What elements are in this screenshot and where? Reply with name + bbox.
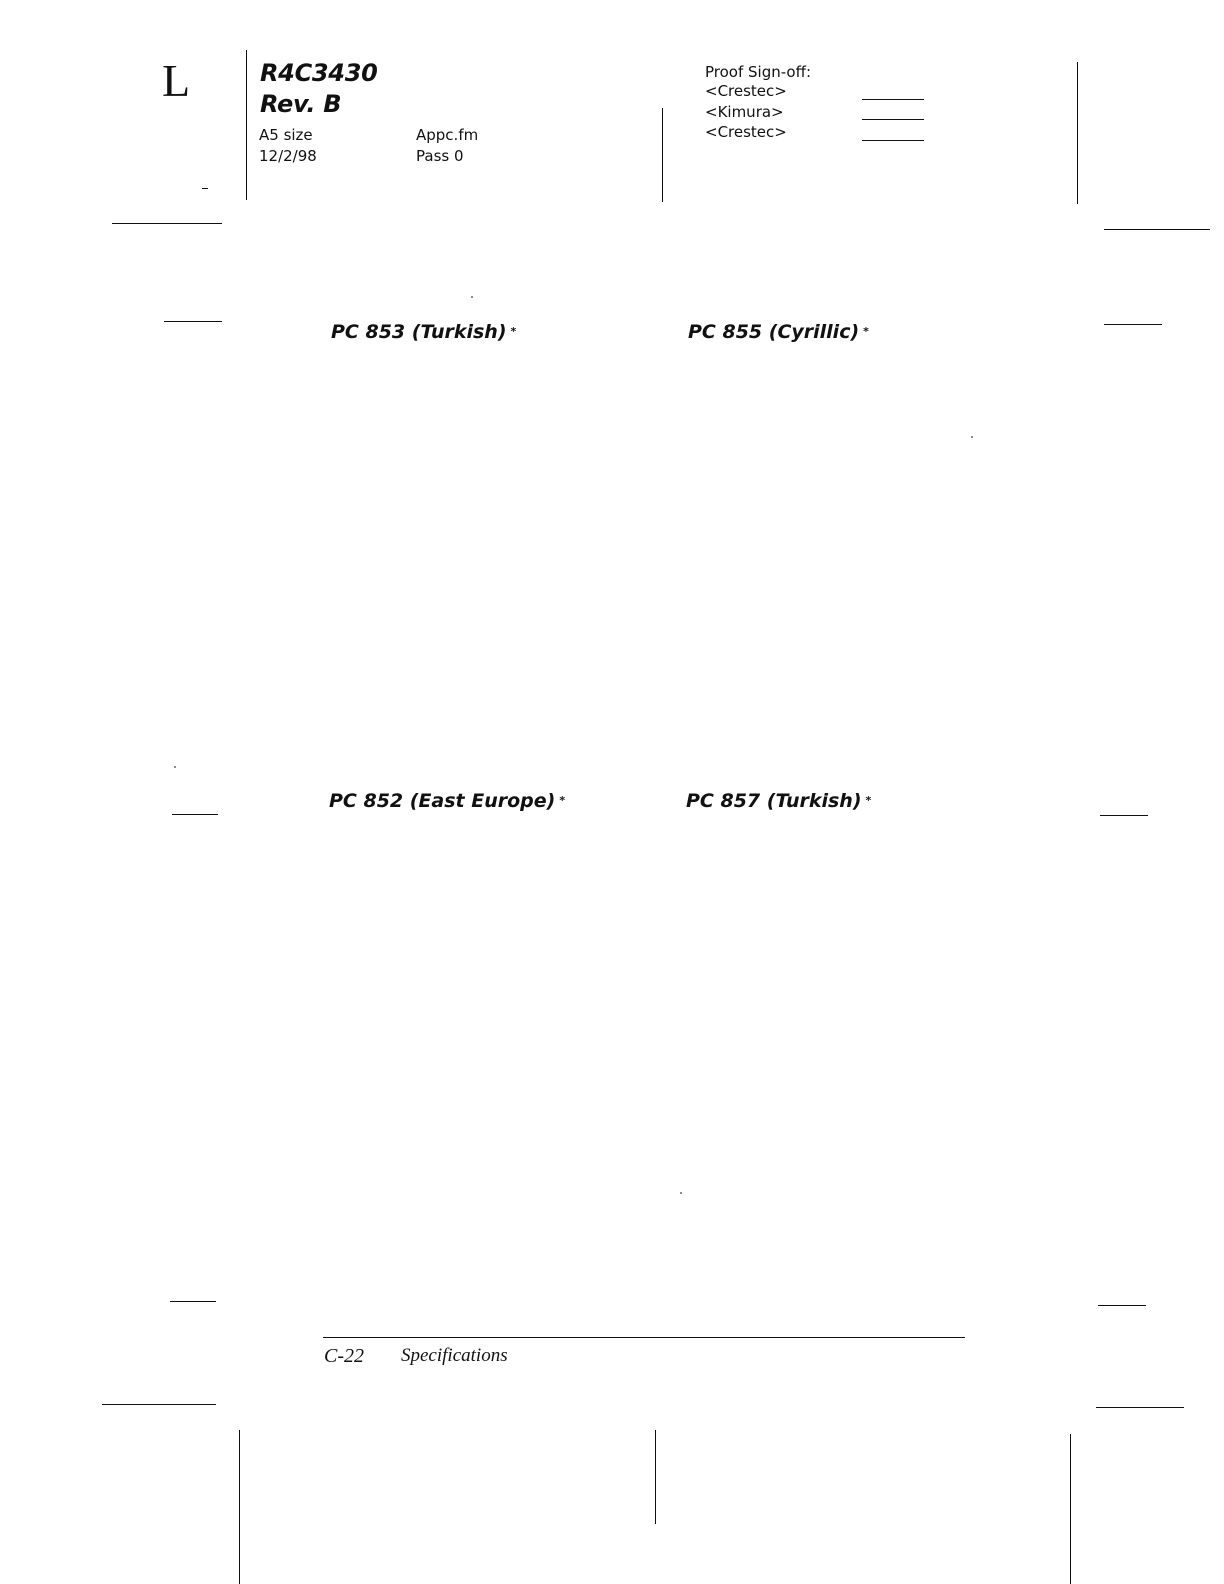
title-marker: * [559,794,566,807]
bottom-rule-left [239,1430,240,1584]
scan-speck [680,1192,682,1194]
scan-speck [174,766,176,768]
file-name: Appc.fm [416,126,479,144]
crop-mark [164,321,222,322]
table-title-text: PC 852 (East Europe) [329,790,556,812]
footer-section: Specifications [401,1345,508,1366]
pass-number: Pass 0 [416,147,464,165]
crop-mark [170,1301,216,1302]
title-marker: * [863,325,869,338]
table-title-text: PC 855 (Cyrillic) [688,321,860,343]
bottom-rule-middle [655,1430,656,1524]
doc-code: R4C3430 [260,59,378,87]
table-title-pc852 [329,789,565,813]
crop-mark [1104,229,1210,230]
table-title-pc857 [686,789,871,813]
proof-signer: <Crestec> [705,82,787,100]
crop-mark [172,814,218,815]
crop-mark [102,1404,216,1405]
crop-mark [112,223,222,224]
proof-title: Proof Sign-off: [705,63,811,81]
bottom-rule-right [1070,1434,1071,1584]
header-rule-right [1077,62,1078,204]
proof-signer: <Kimura> [705,103,784,121]
page-number: C-22 [324,1345,364,1367]
footer-rule [323,1337,965,1338]
table-title-text: PC 853 (Turkish) [331,321,507,343]
proof-signer: <Crestec> [705,123,787,141]
scan-speck [971,436,973,438]
table-title-pc855 [688,320,869,344]
table-title-pc853 [331,320,516,344]
title-marker: * [865,794,872,807]
title-marker: * [510,325,517,338]
header-rule-middle [662,108,663,202]
crop-mark [1096,1407,1184,1408]
crop-mark [1098,1305,1146,1306]
doc-date: 12/2/98 [259,147,317,165]
side-letter: L [162,55,191,106]
table-title-text: PC 857 (Turkish) [686,790,862,812]
signature-line [862,99,924,100]
signature-line [862,140,924,141]
scan-speck [471,296,473,298]
crop-mark [1100,815,1148,816]
doc-revision: Rev. B [260,90,342,118]
signature-line [862,119,924,120]
crop-mark [1104,324,1162,325]
side-tick [202,188,208,189]
paper-size: A5 size [259,126,313,144]
header-rule-left [246,50,247,200]
